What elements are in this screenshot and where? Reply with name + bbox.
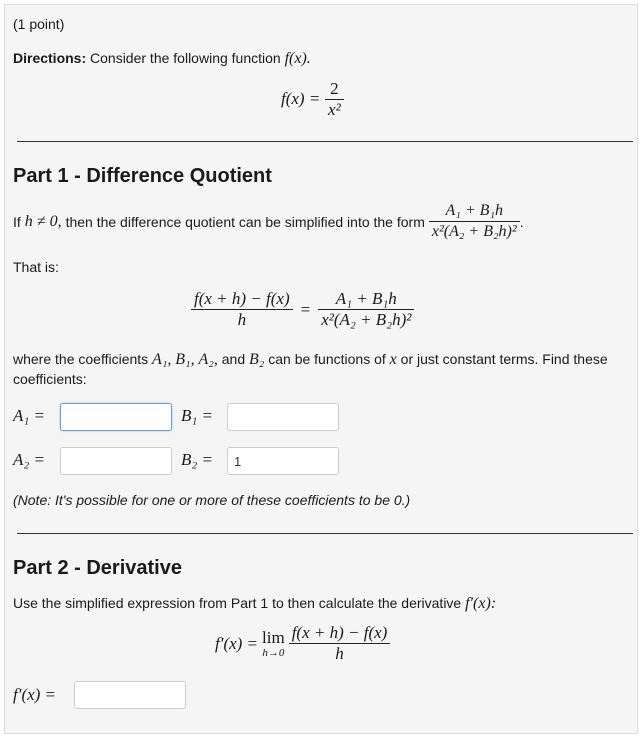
limit-lim: lim — [262, 627, 285, 647]
divider-1 — [17, 141, 633, 142]
dq-denominator: h — [191, 309, 293, 330]
part1-intro-cond: h ≠ 0, — [24, 212, 62, 230]
directions-line — [13, 48, 311, 69]
form-fraction — [429, 201, 520, 242]
where-a1: A₁, — [152, 351, 172, 368]
derivative-lhs: f′(x) = — [215, 633, 259, 653]
dq-equals: = — [300, 299, 311, 319]
derivative-fraction — [289, 623, 391, 664]
derivative-answer-label: f′(x) = — [13, 685, 57, 704]
part2-intro-text: Use the simplified expression from Part 1 to then calculate the derivative — [13, 595, 462, 611]
part2-intro-func: f′(x): — [465, 595, 497, 612]
divider-2 — [17, 533, 633, 534]
part1-intro-text: then the difference quotient can be simplified into the form — [65, 213, 425, 230]
rhs-fraction — [318, 289, 414, 330]
limit-subscript: h→0 — [262, 646, 285, 659]
form-dot: . — [519, 213, 524, 230]
rhs-denominator: x²(A₂ + B₂h)² — [318, 309, 414, 330]
difference-quotient-equation — [191, 289, 414, 330]
derivative-denominator: h — [289, 643, 391, 664]
rhs-numerator: A₁ + B₁h — [335, 289, 397, 308]
directions-func: f(x). — [284, 50, 311, 67]
function-fraction — [325, 79, 344, 120]
a1-label: A₁ = — [13, 406, 46, 425]
a1-input[interactable] — [60, 403, 172, 431]
where-text-c: or just constant terms. Find these — [400, 351, 608, 367]
part1-title: Part 1 - Difference Quotient — [13, 165, 272, 187]
points-label: (1 point) — [13, 16, 65, 32]
directions-text: Consider the following function — [90, 50, 281, 66]
where-line-2: coefficients: — [13, 371, 87, 387]
part1-intro — [13, 201, 524, 242]
b1-input[interactable] — [227, 403, 339, 431]
derivative-answer-input[interactable] — [74, 681, 186, 709]
b1-label: B₁ = — [181, 406, 214, 425]
b2-label: B₂ = — [181, 450, 214, 469]
where-b1: B₁, — [175, 351, 195, 368]
derivative-definition — [215, 623, 390, 664]
function-lhs: f(x) = — [281, 88, 321, 108]
part2-title: Part 2 - Derivative — [13, 557, 182, 579]
part1-intro-prefix: If — [13, 213, 21, 230]
dq-fraction — [191, 289, 293, 330]
derivative-numerator: f(x + h) − f(x) — [291, 623, 388, 642]
where-a2: A₂, — [198, 351, 218, 368]
where-and: and — [221, 351, 246, 367]
where-text-a: where the coefficients — [13, 351, 149, 367]
where-x: x — [389, 351, 397, 368]
where-text-b: can be functions of — [268, 351, 386, 367]
problem-panel — [4, 4, 638, 734]
function-denominator: x² — [325, 99, 344, 120]
b2-input[interactable] — [227, 447, 339, 475]
form-numerator: A₁ + B₁h — [445, 202, 503, 219]
directions-label: Directions: — [13, 50, 87, 66]
function-numerator: 2 — [330, 79, 339, 98]
limit-operator — [262, 629, 285, 659]
that-is-label: That is: — [13, 259, 59, 275]
function-definition — [281, 79, 344, 120]
where-line-1 — [13, 349, 608, 370]
a2-label: A₂ = — [13, 450, 46, 469]
coefficients-note: (Note: It's possible for one or more of these coefficients to be 0.) — [13, 492, 411, 508]
a2-input[interactable] — [60, 447, 172, 475]
where-b2: B₂ — [249, 351, 265, 368]
form-denominator: x²(A₂ + B₂h)² — [429, 221, 520, 242]
dq-numerator: f(x + h) − f(x) — [194, 289, 290, 308]
part2-intro — [13, 593, 496, 614]
